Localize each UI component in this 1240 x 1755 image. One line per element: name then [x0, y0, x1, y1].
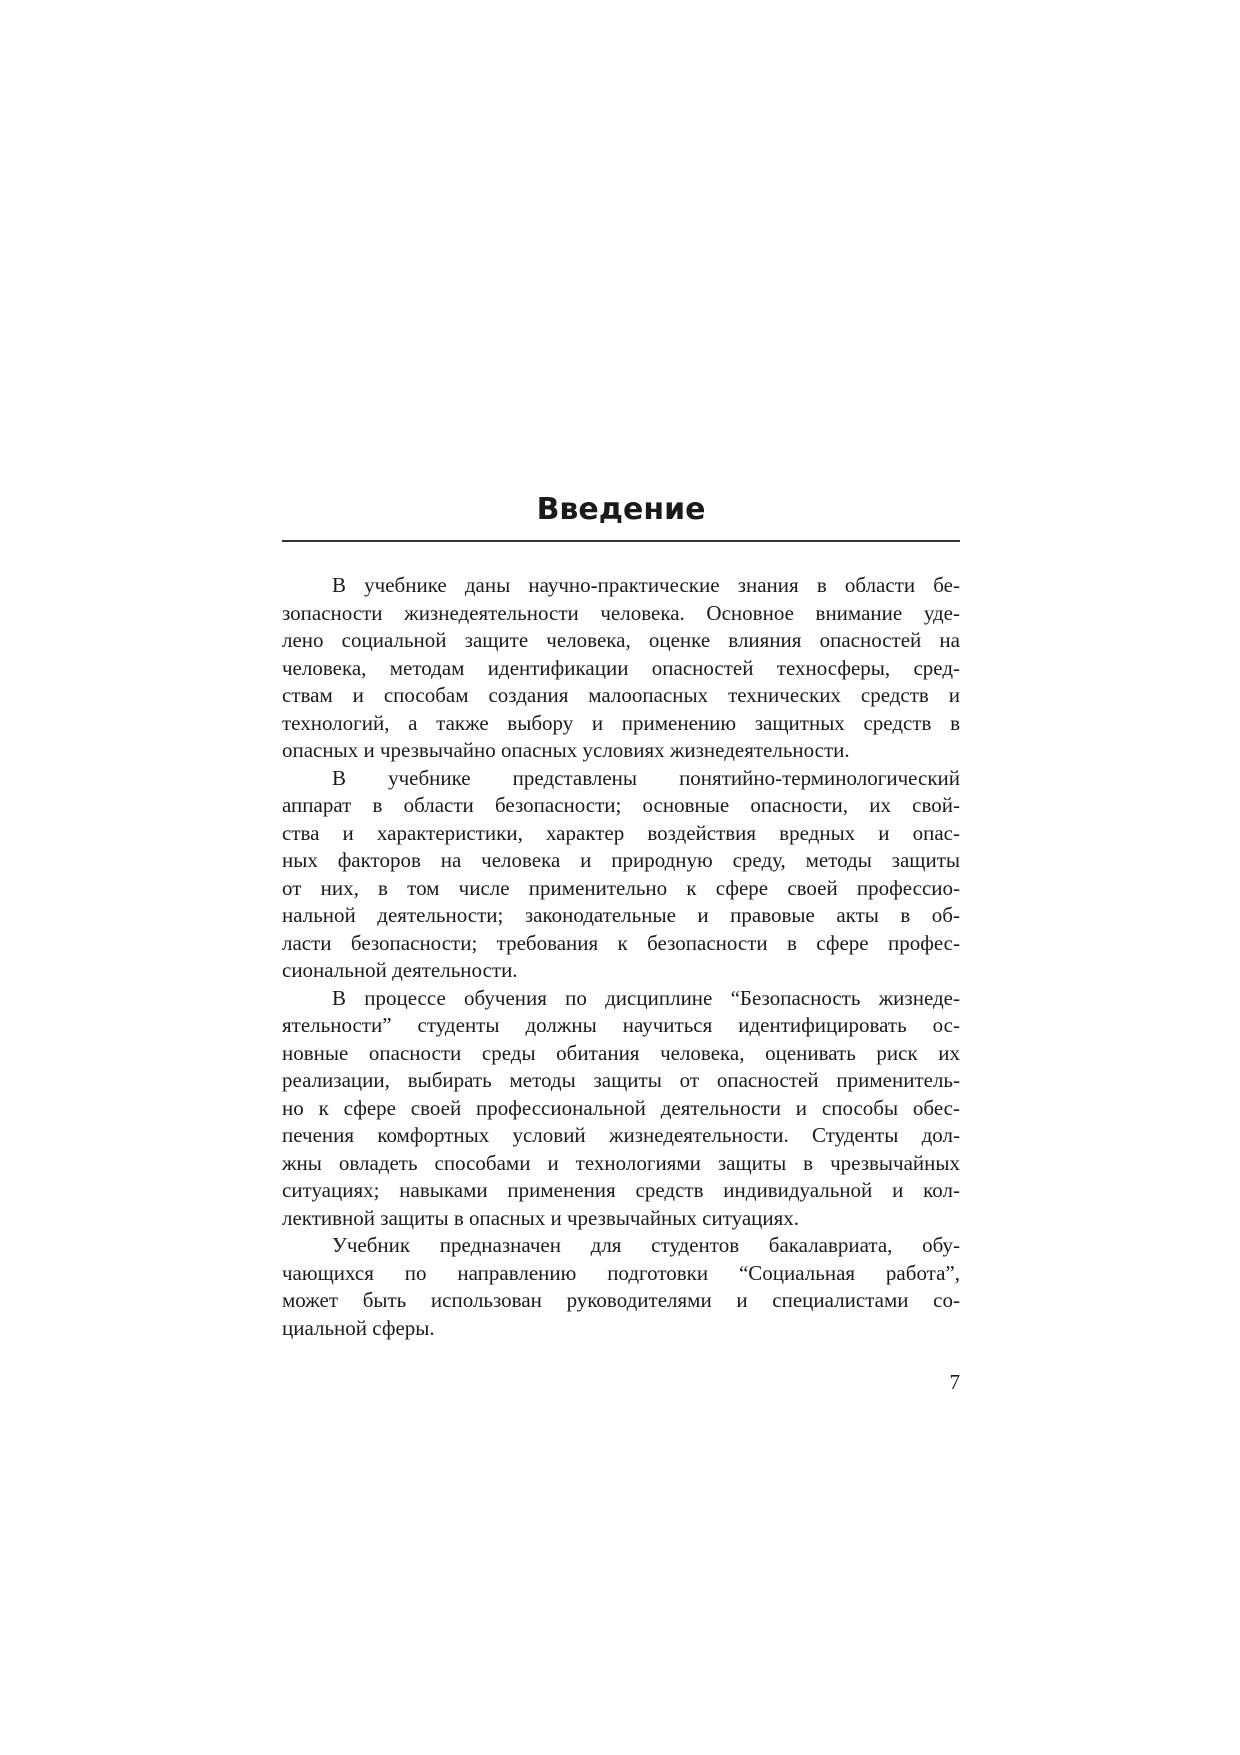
text-line: нальной деятельности; законодательные и правовые акты в об- [282, 903, 960, 927]
text-line: зопасности жизнедеятельности человека. Основное внимание уде- [282, 600, 960, 625]
text-line: В учебнике представлены понятийно-терминологический [332, 765, 960, 790]
text-line: аппарат в области безопасности; основные опасности, их свой- [282, 793, 960, 817]
text-line: от них, в том числе применительно к сфере своей профессио- [282, 875, 960, 900]
text-line: но к сфере своей профессиональной деятельности и способы обес- [282, 1095, 960, 1120]
text-line: жны овладеть способами и технологиями защиты в чрезвычайных [282, 1150, 960, 1175]
text-line: циальной сферы. [282, 1315, 435, 1340]
text-line: ятельности” студенты должны научиться идентифицировать ос- [282, 1013, 960, 1037]
text-line: может быть использован руководителями и специалистами со- [282, 1288, 960, 1312]
text-line: В учебнике даны научно-практические знания в области бе- [332, 573, 960, 597]
text-line: лено социальной защите человека, оценке влияния опасностей на [282, 628, 960, 652]
text-line: ных факторов на человека и природную среду, методы защиты [282, 848, 960, 872]
paragraph-4 [282, 1232, 960, 1342]
title-divider [282, 540, 960, 542]
page-title: Введение [536, 492, 706, 527]
text-line: лективной защиты в опасных и чрезвычайных ситуациях. [282, 1205, 800, 1230]
text-line: технологий, а также выбору и применению защитных средств в [282, 710, 960, 735]
paragraph-2 [282, 765, 960, 985]
text-line: новные опасности среды обитания человека, оценивать риск их [282, 1040, 960, 1065]
text-line: печения комфортных условий жизнедеятельности. Студенты дол- [282, 1123, 960, 1147]
text-line: ситуациях; навыками применения средств индивидуальной и кол- [282, 1178, 960, 1202]
body-text [282, 572, 960, 1342]
text-line: ласти безопасности; требования к безопасности в сфере профес- [282, 930, 960, 955]
page-number: 7 [949, 1370, 960, 1394]
text-line: ства и характеристики, характер воздействия вредных и опас- [282, 820, 960, 845]
text-line: сиональной деятельности. [282, 958, 518, 982]
text-line: реализации, выбирать методы защиты от опасностей применитель- [282, 1068, 960, 1092]
text-line: В процессе обучения по дисциплине “Безопасность жизнеде- [332, 985, 960, 1010]
paragraph-1 [282, 572, 960, 765]
text-line: ствам и способам создания малоопасных технических средств и [282, 683, 960, 707]
text-line: Учебник предназначен для студентов бакалавриата, обу- [332, 1233, 960, 1257]
text-line: человека, методам идентификации опасностей техносферы, сред- [282, 655, 960, 680]
paragraph-3 [282, 985, 960, 1233]
text-line: чающихся по направлению подготовки “Социальная работа”, [282, 1260, 960, 1285]
text-line: опасных и чрезвычайно опасных условиях жизнедеятельности. [282, 738, 850, 762]
